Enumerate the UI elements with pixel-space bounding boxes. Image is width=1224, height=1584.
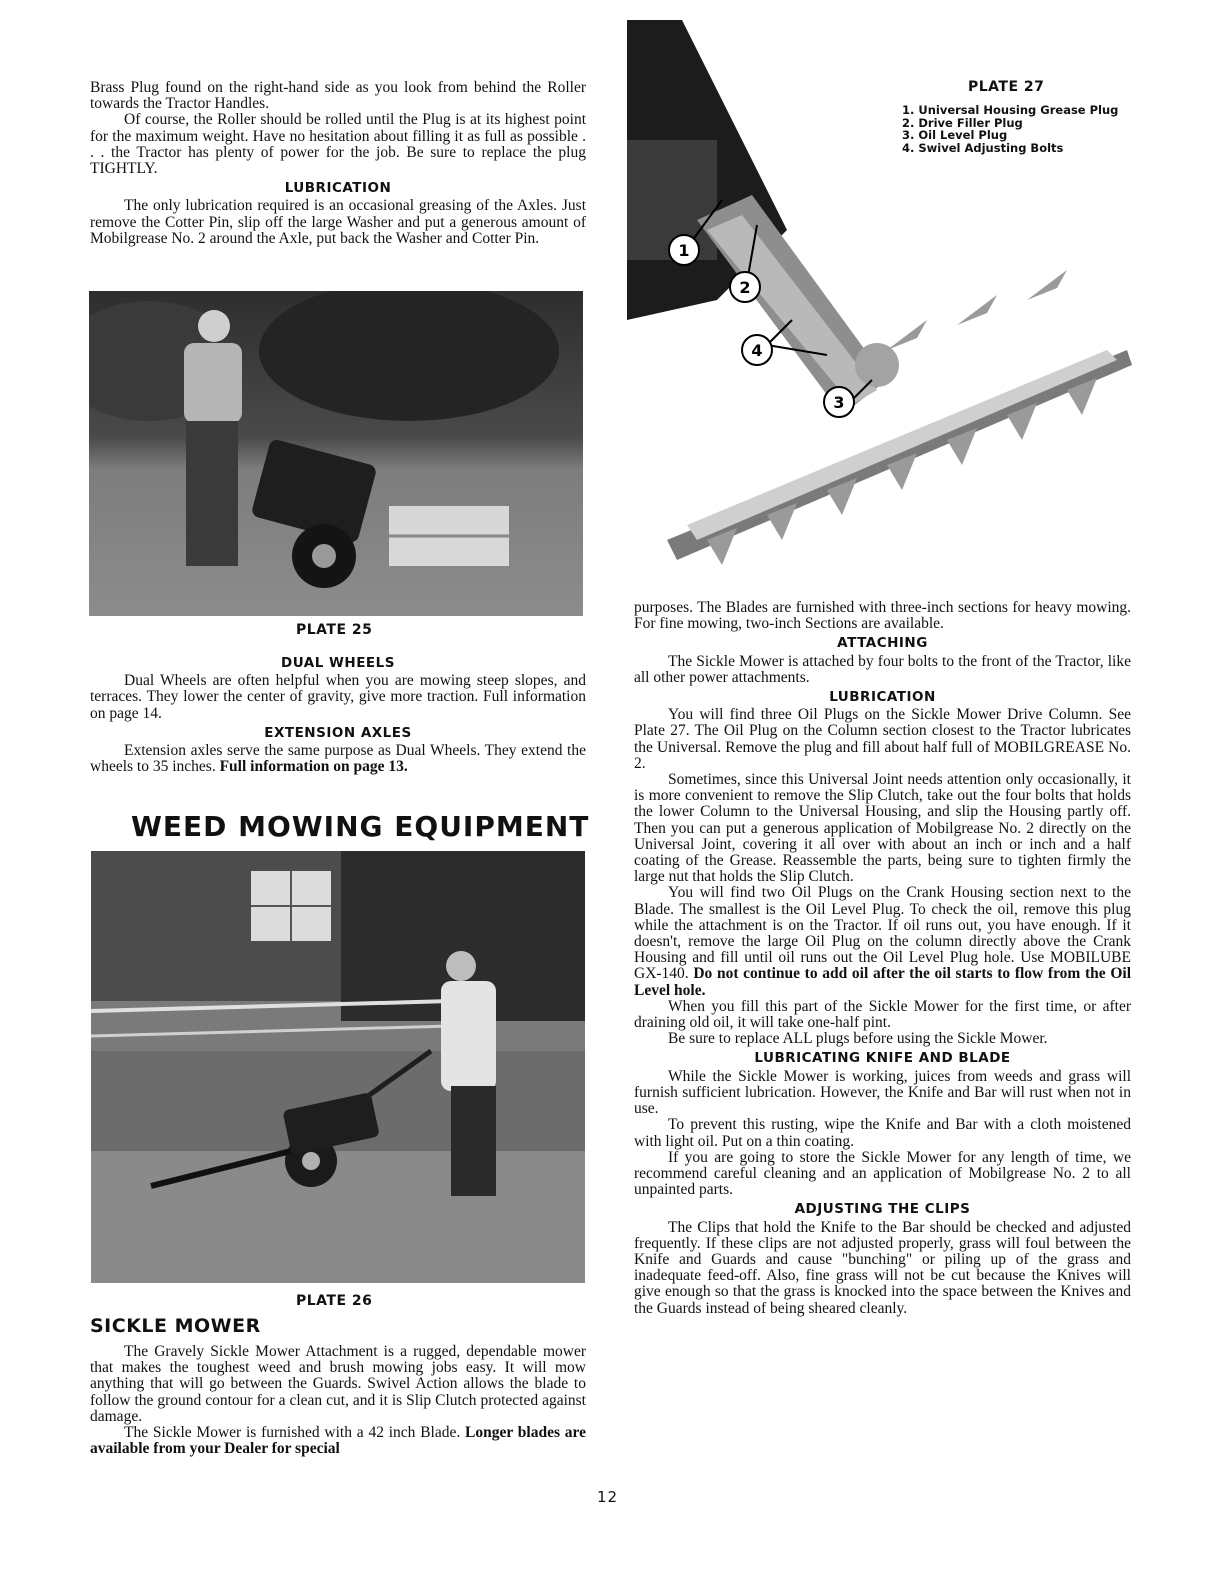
callout-1: 1 — [678, 241, 690, 260]
plate-26-caption: PLATE 26 — [296, 1293, 373, 1309]
knife-p1: While the Sickle Mower is working, juices from weeds and grass will furnish sufficient lubrication. However, the Knife and Bar will rust when not in use. — [634, 1067, 1131, 1118]
legend-item-2: 2. Drive Filler Plug — [902, 115, 1023, 130]
lubrication-p2: Sometimes, since this Universal Joint needs attention only occasionally, it is more convenient to remove the Slip Clutch, take out the four bolts that holds the lower Column to the Universal Housing, and slip the Housing partly off. Then you can put a generous application of Mobilgrease No. 2 directly on the Universal Joint, covering it all over with about an inch or inch and a half coating of the Grease. Reassemble the parts, being sure to tighten firmly the large nut that holds the Slip Clutch. — [634, 771, 1131, 886]
knife-blade-heading: LUBRICATING KNIFE AND BLADE — [754, 1050, 1011, 1067]
dual-wheels-heading: DUAL WHEELS — [281, 655, 395, 671]
callout-4: 4 — [751, 341, 763, 360]
attaching-heading: ATTACHING — [837, 635, 928, 652]
weed-mowing-title: WEED MOWING EQUIPMENT — [131, 810, 590, 843]
intro-paragraph-2: Of course, the Roller should be rolled until the Plug is at its highest point for the maximum weight. Have no hesitation about filling it as full as possible . . . the Tractor has plenty of power for the job. Be sure to replace the plug TIGHTLY. — [90, 111, 586, 178]
knife-p3: If you are going to store the Sickle Mower for any length of time, we recommend careful cleaning and an application of Mobilgrease No. 2 to all unpainted parts. — [634, 1148, 1131, 1199]
sickle-p2-bold: Longer blades are available from your Dealer for special — [90, 1424, 587, 1458]
plate-26-photo — [91, 851, 585, 1283]
sickle-paragraph-1: The Gravely Sickle Mower Attachment is a rugged, dependable mower that makes the toughest weed and brush mowing jobs easy. It will mow anything that will go between the Guards. Swivel Action allows the blade to follow the ground contour for a clean cut, and it is Slip Clutch protected against damage. — [90, 1343, 586, 1425]
sickle-mower-text — [90, 1344, 586, 1457]
attaching-paragraph: The Sickle Mower is attached by four bolts to the front of the Tractor, like all other power attachments. — [634, 652, 1131, 686]
left-intro-text — [90, 80, 586, 247]
sickle-p2-text: The Sickle Mower is furnished with a 42 inch Blade. — [124, 1424, 461, 1442]
plate-27-caption: PLATE 27 — [968, 79, 1045, 95]
lubrication-heading: LUBRICATION — [284, 180, 392, 197]
sickle-paragraph-2 — [90, 1425, 586, 1457]
lubrication-p4: When you fill this part of the Sickle Mower for the first time, or after draining old oil, it will take one-half pint. — [634, 997, 1131, 1032]
right-lubrication-heading: LUBRICATION — [829, 689, 936, 706]
legend-item-1: 1. Universal Housing Grease Plug — [902, 103, 1119, 117]
extension-axles-text: Extension axles serve the same purpose as Dual Wheels. They extend the wheels to 35 inches. — [90, 742, 586, 776]
plate-25-photo — [89, 291, 583, 616]
extension-axles-heading: EXTENSION AXLES — [264, 724, 412, 741]
callout-2: 2 — [739, 278, 751, 297]
sickle-mower-heading: SICKLE MOWER — [90, 1315, 261, 1337]
lub-p3-bold: Do not continue to add oil after the oil starts to flow from the Oil Level hole. — [634, 965, 1132, 999]
plate-27-legend — [902, 104, 1142, 154]
legend-item-4: 4. Swivel Adjusting Bolts — [902, 140, 1064, 155]
lubrication-paragraph: The only lubrication required is an occasional greasing of the Axles. Just remove the Cotter Pin, slip off the large Washer and put a generous amount of Mobilgrease No. 2 around the Axle, put back the Washer and Cotter Pin. — [90, 197, 586, 247]
clips-paragraph: The Clips that hold the Knife to the Bar should be checked and adjusted frequently. If these clips are not adjusted properly, grass will foul between the Knife and Guards and cause "bunching" or piling up of the grass and inadequate feed-off. Also, fine grass will not be cut because the Knives will give enough so that the grass is knocked into the space between the Knives and the Guards instead of being sheared cleanly. — [634, 1218, 1131, 1317]
lubrication-p3 — [634, 885, 1131, 998]
lubrication-p1: You will find three Oil Plugs on the Sickle Mower Drive Column. See Plate 27. The Oil Plug on the Column section closest to the Tractor lubricates the Universal. Remove the plug and fill about half full of MOBILGREASE No. 2. — [634, 706, 1131, 772]
right-column-text — [634, 600, 1131, 1317]
blades-continuation: purposes. The Blades are furnished with three-inch sections for heavy mowing. For fine mowing, two-inch Sections are available. — [634, 599, 1131, 633]
lubrication-p5: Be sure to replace ALL plugs before using the Sickle Mower. — [668, 1030, 1048, 1048]
dual-wheels-paragraph: Dual Wheels are often helpful when you are mowing steep slopes, and terraces. They lower the center of gravity, give more traction. Full information on page 14. — [90, 672, 586, 722]
knife-p2: To prevent this rusting, wipe the Knife and Bar with a cloth moistened with light oil. Put on a thin coating. — [634, 1116, 1131, 1150]
page-number: 12 — [597, 1488, 619, 1506]
dual-wheels-section — [90, 652, 586, 775]
extension-axles-paragraph — [90, 743, 586, 775]
extension-axles-bold: Full information on page 13. — [219, 758, 408, 776]
lub-p3-text: You will find two Oil Plugs on the Crank Housing section next to the Blade. The smallest is the Oil Level Plug. To check the oil, remove this plug while the attachment is on the Tractor. If oil runs out, you have enough. If it doesn't, remove the large Oil Plug on the column directly above the Crank Housing and fill until oil runs out the Oil Level Plug hole. Use MOBILUBE GX-140. — [634, 884, 1131, 983]
clips-heading: ADJUSTING THE CLIPS — [794, 1201, 971, 1218]
intro-paragraph-1: Brass Plug found on the right-hand side as you look from behind the Roller towards the Tractor Handles. — [90, 79, 586, 113]
legend-item-3: 3. Oil Level Plug — [902, 128, 1008, 142]
plate-25-caption: PLATE 25 — [296, 622, 373, 638]
callout-3: 3 — [833, 393, 845, 412]
